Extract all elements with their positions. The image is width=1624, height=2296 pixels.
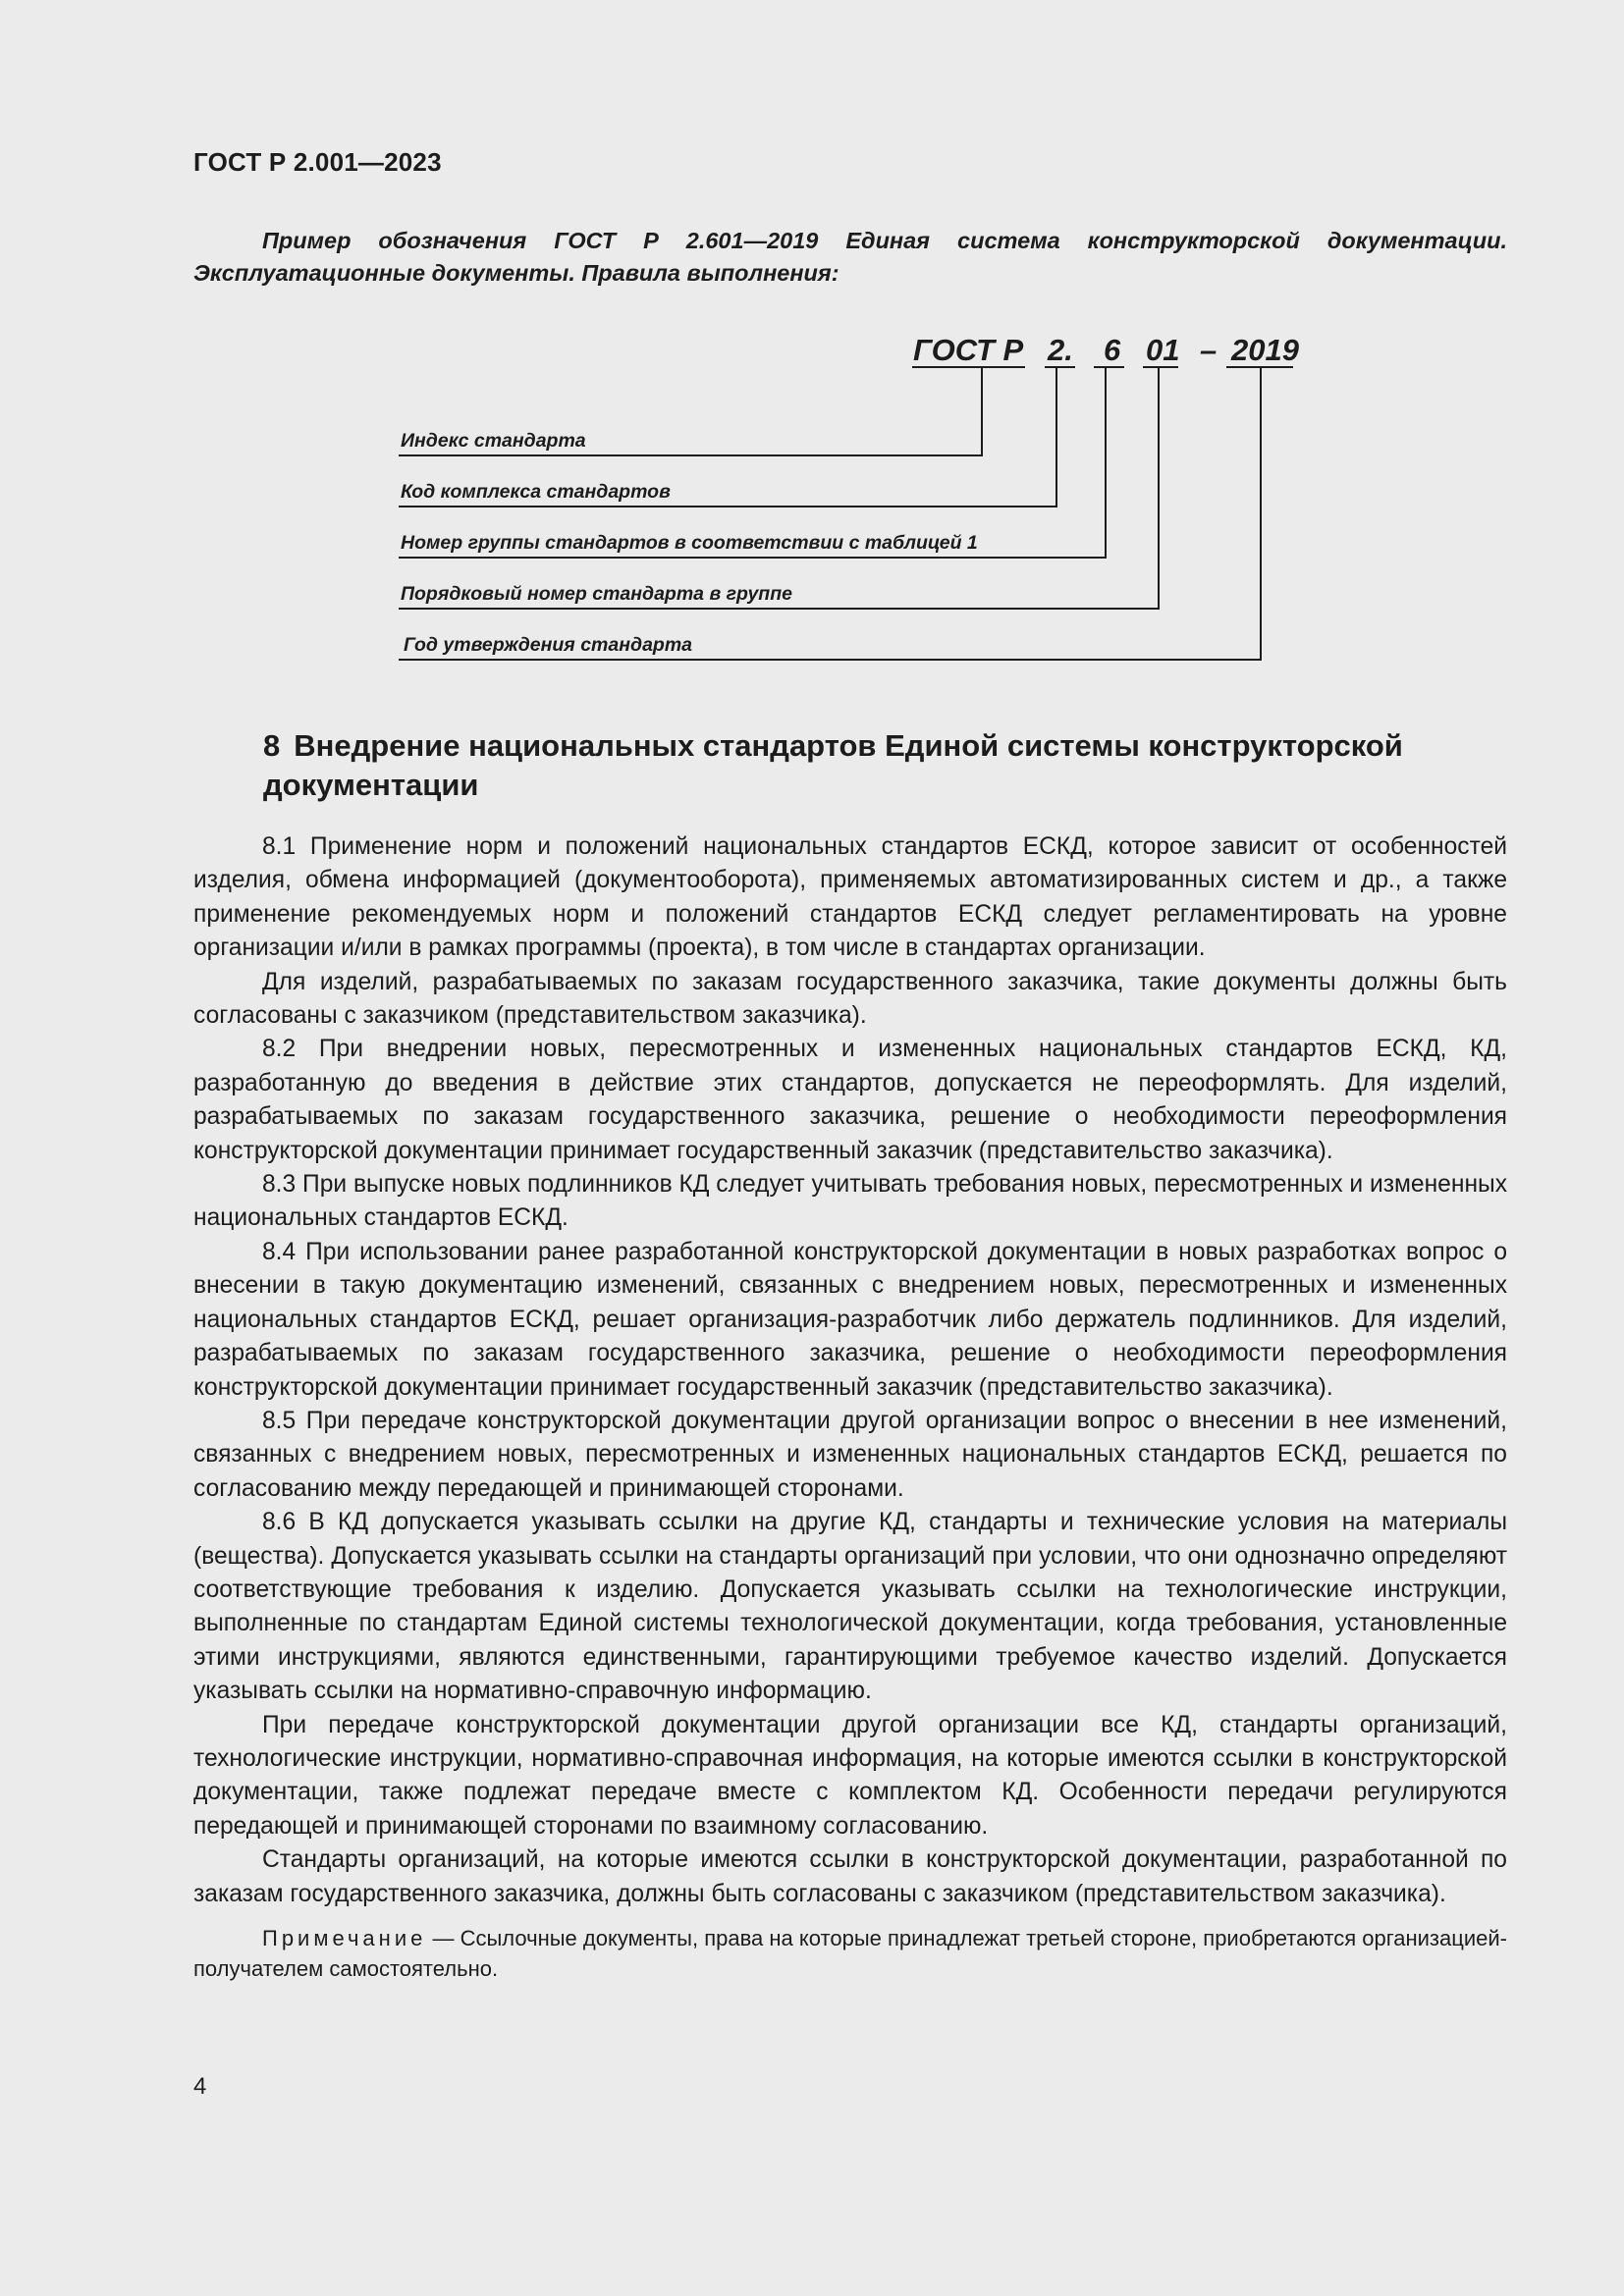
- paragraph-8-2: 8.2 При внедрении новых, пересмотренных и измененных национальных стандартов ЕСКД, КД, разработанную до введения в действие этих стандартов, допускается не переоформлять. Для изделий, разрабатываемых по заказам государственного заказчика, решение о необходимости переоформления конструкторской документации принимает государственный заказчик (представительство заказчика).: [193, 1036, 1507, 1164]
- designation-group: 6: [1104, 333, 1121, 367]
- paragraph-8-1: 8.1 Применение норм и положений национальных стандартов ЕСКД, которое зависит от особенностей изделия, обмена информацией (документооборота), применяемых автоматизированных систем и др., а также применение рекомендуемых норм и положений стандартов ЕСКД следует регламентировать на уровне организации и/или в рамках программы (проекта), в том числе в стандартах организации.: [193, 833, 1507, 962]
- document-code-header: ГОСТ Р 2.001—2023: [193, 147, 442, 177]
- paragraph-8-6-transfer: При передаче конструкторской документации другой организации все КД, стандарты организаций, технологические инструкции, нормативно-справочная информация, на которые имеются ссылки в конструкторской документации, также подлежат передаче вместе с комплектом КД. Особенности передачи регулируются передающей и принимающей сторонами по взаимному согласованию.: [193, 1711, 1507, 1840]
- note-label: Примечание: [262, 1926, 427, 1950]
- example-caption: Пример обозначения ГОСТ Р 2.601—2019 Единая система конструкторской документации. Эксплуатационные документы. Правила выполнения:: [193, 228, 1507, 286]
- designation-serial: 01: [1146, 333, 1180, 367]
- label-approval-year: Год утверждения стандарта: [404, 634, 693, 656]
- page-number: 4: [193, 2073, 207, 2100]
- note: [193, 1923, 1507, 1984]
- leader-line-year: [399, 367, 1261, 660]
- label-standard-index: Индекс стандарта: [401, 430, 586, 452]
- section-heading: [263, 726, 1520, 805]
- label-serial-number: Порядковый номер стандарта в группе: [401, 583, 792, 605]
- designation-year: 2019: [1231, 333, 1299, 367]
- section-body: [193, 830, 1507, 1984]
- designation-diagram: [0, 0, 1624, 687]
- section-number: 8: [263, 728, 281, 763]
- designation-prefix: ГОСТ Р: [913, 333, 1024, 367]
- section-title-text: Внедрение национальных стандартов Единой системы конструкторской документации: [263, 728, 1403, 802]
- paragraph-8-3: 8.3 При выпуске новых подлинников КД следует учитывать требования новых, пересмотренных и измененных национальных стандартов ЕСКД.: [193, 1171, 1507, 1232]
- label-complex-code: Код комплекса стандартов: [401, 481, 671, 503]
- note-text: — Ссылочные документы, права на которые принадлежат третьей стороне, приобретаются организацией-получателем самостоятельно.: [193, 1926, 1507, 1981]
- paragraph-8-4: 8.4 При использовании ранее разработанной конструкторской документации в новых разработках вопрос о внесении в такую документацию изменений, связанных с внедрением новых, пересмотренных и измененных национальных стандартов ЕСКД, решает организация-разработчик либо держатель подлинников. Для изделий, разрабатываемых по заказам государственного заказчика, решение о необходимости переоформления конструкторской документации принимает государственный заказчик (представительство заказчика).: [193, 1238, 1507, 1401]
- paragraph-8-6-org-standards: Стандарты организаций, на которые имеются ссылки в конструкторской документации, разработанной по заказам государственного заказчика, должны быть согласованы с заказчиком (представительством заказчика).: [193, 1846, 1507, 1907]
- paragraph-8-6: 8.6 В КД допускается указывать ссылки на другие КД, стандарты и технические условия на материалы (вещества). Допускается указывать ссылки на стандарты организаций при условии, что они однозначно определяют соответствующие требования к изделию. Допускается указывать ссылки на технологические инструкции, выполненные по стандартам Единой системы технологической документации, когда требования, установленные этими инструкциями, являются единственными, гарантирующими требуемое качество изделий. Допускается указывать ссылки на нормативно-справочную информацию.: [193, 1509, 1507, 1705]
- leader-line-group: [399, 367, 1106, 558]
- paragraph-8-5: 8.5 При передаче конструкторской документации другой организации вопрос о внесении в нее изменений, связанных с внедрением новых, пересмотренных и измененных национальных стандартов ЕСКД, решается по согласованию между передающей и принимающей сторонами.: [193, 1407, 1507, 1502]
- label-group-number: Номер группы стандартов в соответствии с таблицей 1: [401, 532, 978, 554]
- paragraph-8-1-customer: Для изделий, разрабатываемых по заказам государственного заказчика, такие документы должны быть согласованы с заказчиком (представительством заказчика).: [193, 968, 1507, 1030]
- designation-complex-code: 2.: [1048, 333, 1073, 367]
- designation-dash: –: [1200, 333, 1218, 367]
